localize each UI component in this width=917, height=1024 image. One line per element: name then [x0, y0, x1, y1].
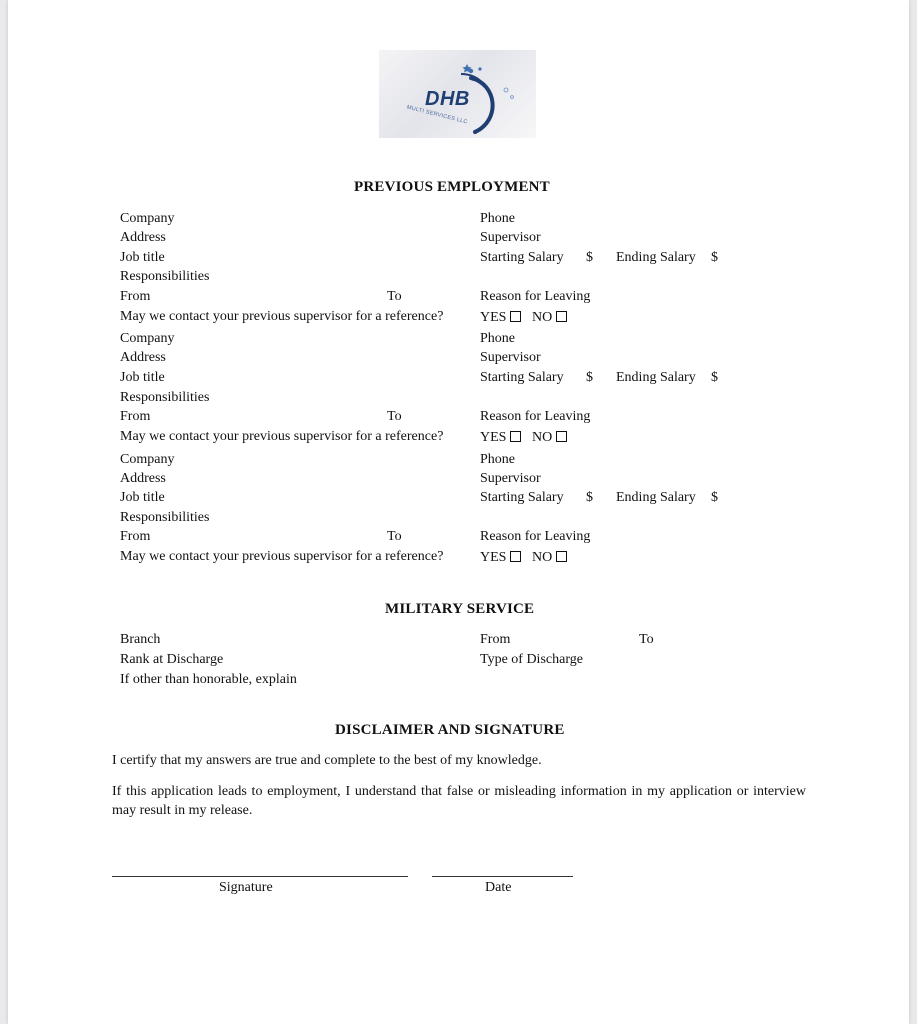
company-label: Company — [120, 331, 175, 346]
to-label: To — [387, 409, 402, 424]
logo-subtitle: MULTI SERVICES LLC — [406, 104, 469, 126]
no-label: NO — [531, 550, 553, 565]
contact-question: May we contact your previous supervisor for a reference? — [120, 309, 444, 324]
ending-salary-label: Ending Salary — [616, 250, 696, 265]
responsibilities-label: Responsibilities — [120, 269, 210, 284]
company-logo — [379, 50, 536, 138]
certify-text: I certify that my answers are true and complete to the best of my knowledge. — [112, 753, 542, 768]
contact-options — [480, 310, 567, 326]
ending-salary-label: Ending Salary — [616, 370, 696, 385]
signature-line[interactable] — [112, 876, 408, 877]
no-checkbox[interactable] — [556, 431, 567, 442]
from-label: From — [120, 529, 151, 544]
no-label: NO — [531, 430, 553, 445]
address-label: Address — [120, 350, 166, 365]
military-from-label: From — [480, 632, 511, 647]
date-label: Date — [485, 880, 512, 895]
reason-for-leaving-label: Reason for Leaving — [480, 529, 591, 544]
explain-label: If other than honorable, explain — [120, 672, 297, 687]
contact-options — [480, 550, 567, 566]
phone-label: Phone — [480, 211, 515, 226]
logo-text: DHB — [425, 88, 470, 110]
release-text: If this application leads to employment, I understand that false or misleading information in my application or interview may result in my release. — [112, 784, 806, 818]
reason-for-leaving-label: Reason for Leaving — [480, 409, 591, 424]
yes-checkbox[interactable] — [510, 431, 521, 442]
phone-label: Phone — [480, 452, 515, 467]
supervisor-label: Supervisor — [480, 471, 541, 486]
starting-salary-label: Starting Salary — [480, 250, 564, 265]
starting-salary-label: Starting Salary — [480, 370, 564, 385]
date-line[interactable] — [432, 876, 573, 877]
contact-question: May we contact your previous supervisor for a reference? — [120, 549, 444, 564]
from-label: From — [120, 289, 151, 304]
supervisor-label: Supervisor — [480, 350, 541, 365]
contact-question: May we contact your previous supervisor for a reference? — [120, 429, 444, 444]
yes-label: YES — [480, 310, 507, 325]
application-page — [8, 0, 909, 1024]
yes-label: YES — [480, 430, 507, 445]
branch-label: Branch — [120, 632, 161, 647]
from-label: From — [120, 409, 151, 424]
disclaimer-heading: DISCLAIMER AND SIGNATURE — [335, 722, 565, 738]
starting-salary-currency: $ — [586, 250, 593, 265]
ending-salary-currency: $ — [711, 370, 718, 385]
job-title-label: Job title — [120, 490, 165, 505]
contact-options — [480, 430, 567, 446]
reason-for-leaving-label: Reason for Leaving — [480, 289, 591, 304]
phone-label: Phone — [480, 331, 515, 346]
ending-salary-currency: $ — [711, 490, 718, 505]
yes-checkbox[interactable] — [510, 311, 521, 322]
yes-label: YES — [480, 550, 507, 565]
company-label: Company — [120, 452, 175, 467]
ending-salary-currency: $ — [711, 250, 718, 265]
military-to-label: To — [639, 632, 654, 647]
military-service-heading: MILITARY SERVICE — [385, 601, 535, 617]
ending-salary-label: Ending Salary — [616, 490, 696, 505]
to-label: To — [387, 289, 402, 304]
address-label: Address — [120, 230, 166, 245]
no-checkbox[interactable] — [556, 311, 567, 322]
supervisor-label: Supervisor — [480, 230, 541, 245]
type-of-discharge-label: Type of Discharge — [480, 652, 583, 667]
starting-salary-label: Starting Salary — [480, 490, 564, 505]
signature-label: Signature — [219, 880, 273, 895]
address-label: Address — [120, 471, 166, 486]
job-title-label: Job title — [120, 250, 165, 265]
to-label: To — [387, 529, 402, 544]
no-label: NO — [531, 310, 553, 325]
starting-salary-currency: $ — [586, 370, 593, 385]
no-checkbox[interactable] — [556, 551, 567, 562]
yes-checkbox[interactable] — [510, 551, 521, 562]
starting-salary-currency: $ — [586, 490, 593, 505]
company-label: Company — [120, 211, 175, 226]
responsibilities-label: Responsibilities — [120, 510, 210, 525]
responsibilities-label: Responsibilities — [120, 390, 210, 405]
rank-label: Rank at Discharge — [120, 652, 224, 667]
job-title-label: Job title — [120, 370, 165, 385]
previous-employment-heading: PREVIOUS EMPLOYMENT — [354, 179, 550, 195]
